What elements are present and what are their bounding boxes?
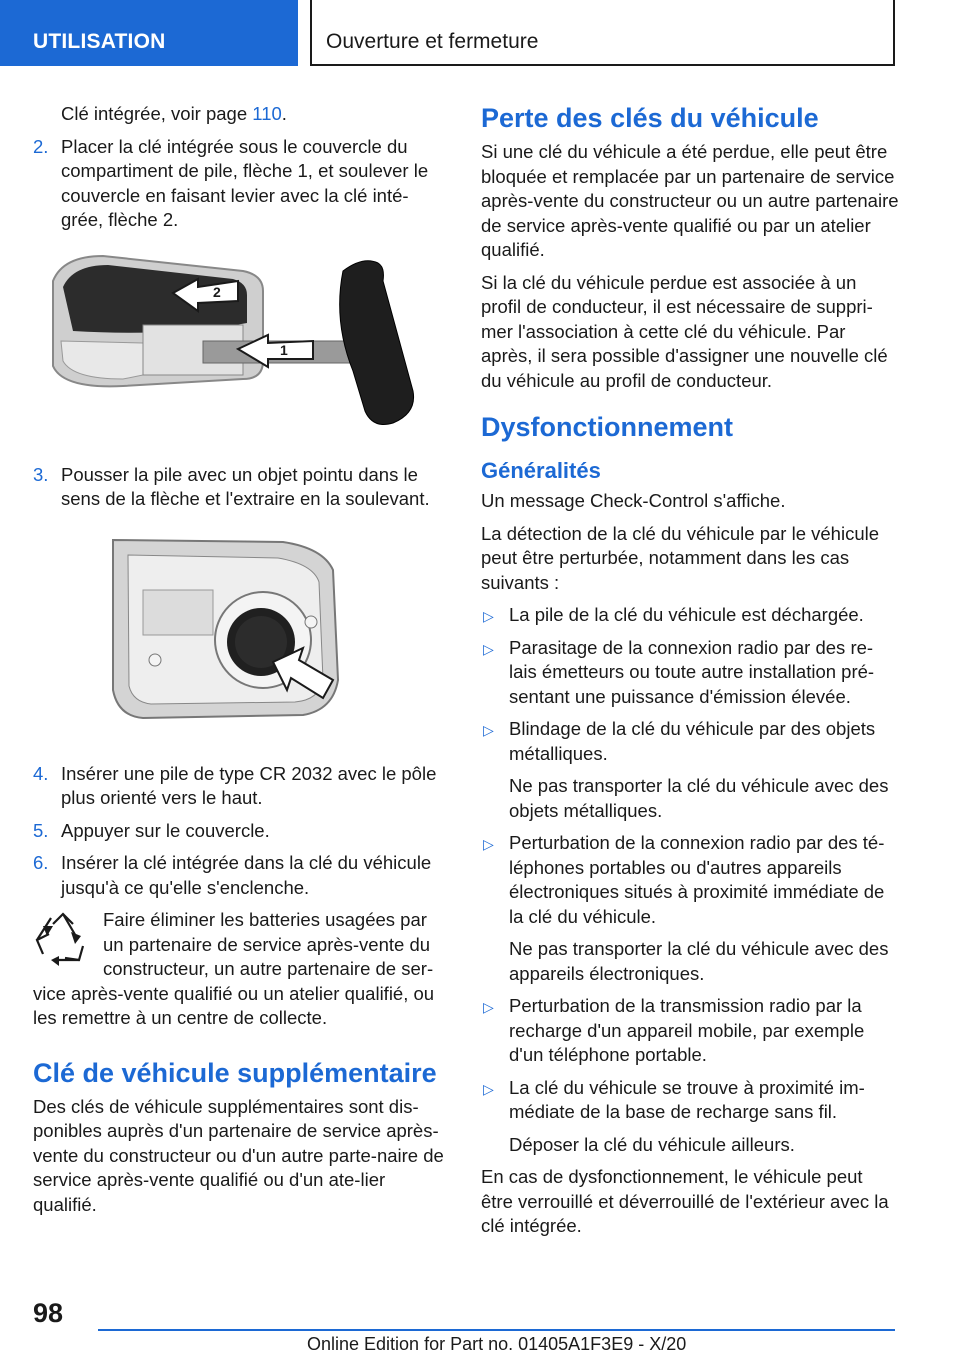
triangle-bullet-icon: ▷: [483, 1080, 494, 1097]
step-text: Pousser la pile avec un objet pointu dans le sens de la flèche et l'extraire en la soulevant.: [61, 463, 430, 509]
intro-text: Clé intégrée, voir page: [61, 103, 253, 124]
arrow-label-2: 2: [213, 283, 221, 300]
footer-divider: [98, 1329, 895, 1331]
triangle-bullet-icon: ▷: [483, 640, 494, 657]
left-column: [33, 102, 448, 1225]
step-text: Placer la clé intégrée sous le couvercle du compartiment de pile, flèche 1, et soulever le couvercle en faisant levier avec la clé inté-grée, flèche 2.: [61, 135, 429, 230]
page-number: 98: [33, 1298, 64, 1328]
list-item-text: Parasitage de la connexion radio par des re-lais émetteurs ou toute autre installation pré-sentant une puissance d'émission élevée.: [509, 636, 875, 707]
step-number: 5.: [33, 819, 49, 841]
footer-edition: Online Edition for Part no. 01405A1F3E9 - X/20: [307, 1334, 687, 1354]
battery-compartment-figure: [33, 530, 448, 740]
lost-keys-paragraph-2: Si la clé du véhicule perdue est associée à un profil de conducteur, il est nécessaire de suppri-mer l'association à cette clé du véhicule. Par après, il sera possible d'assigner une nouvelle clé du véhicule au profil de conducteur.: [481, 271, 888, 391]
step-2: [33, 135, 448, 233]
step-number: 4.: [33, 762, 49, 784]
step-text: Appuyer sur le couvercle.: [61, 819, 270, 841]
section-heading-lost-keys: Perte des clés du véhicule: [481, 103, 819, 133]
recycling-note: [33, 908, 448, 1031]
list-item: [481, 717, 899, 766]
list-item-text: La clé du véhicule se trouve à proximité im-médiate de la base de recharge sans fil.: [509, 1076, 865, 1122]
spare-key-paragraph: Des clés de véhicule supplémentaires sont dis-ponibles auprès d'un partenaire de service après-vente du constructeur ou d'un autre parte-naire de service après-vente qualifié ou d'un ate-lier qualifié.: [33, 1095, 444, 1215]
step-number: 3.: [33, 463, 49, 485]
step-number: 2.: [33, 135, 49, 157]
triangle-bullet-icon: ▷: [483, 836, 494, 852]
recycle-icon: [33, 910, 93, 968]
step-text: Insérer la clé intégrée dans la clé du véhicule jusqu'à ce qu'elle s'enclenche.: [61, 852, 432, 898]
step-4: [33, 762, 448, 811]
key-fob-figure: [33, 251, 448, 441]
intro-end: .: [281, 103, 287, 124]
triangle-bullet-icon: ▷: [483, 608, 494, 624]
closing-paragraph: En cas de dysfonctionnement, le véhicule peut être verrouillé et déverrouillé de l'extérieur avec la clé intégrée.: [481, 1166, 889, 1236]
list-item-text: Perturbation de la connexion radio par des té-léphones portables ou d'autres appareils électroniques situés à proximité immédiate de la clé du véhicule.: [509, 832, 885, 927]
general-paragraph-1: Un message Check-Control s'affiche.: [481, 490, 786, 511]
list-item-text: Perturbation de la transmission radio par la recharge d'un appareil mobile, par exemple d'un téléphone portable.: [509, 995, 865, 1065]
step-6: [33, 851, 448, 900]
list-item: [481, 636, 899, 710]
list-item: [481, 831, 899, 929]
recycling-text: Faire éliminer les batteries usagées par un partenaire de service après-vente du constructeur, un autre partenaire de ser-vice après-vente qualifié ou un atelier qualifié, ou les remettre à un centre de collecte.: [33, 909, 435, 1028]
list-item: [481, 1076, 899, 1125]
general-paragraph-2: La détection de la clé du véhicule par le véhicule peut être perturbée, notamment dans les cas suivants :: [481, 522, 880, 593]
lost-keys-paragraph-1: Si une clé du véhicule a été perdue, elle peut être bloquée et remplacée par un partenaire de service après-vente du constructeur ou un autre partenaire de service après-vente qualifié ou par un atelier qualifié.: [481, 141, 899, 260]
section-heading-spare-key: Clé de véhicule supplémentaire: [33, 1057, 437, 1088]
chapter-header: [310, 0, 895, 66]
battery-removal-illustration: [33, 530, 448, 740]
step-text: Insérer une pile de type CR 2032 avec le pôle plus orienté vers le haut.: [61, 762, 437, 808]
section-title: UTILISATION: [33, 30, 166, 53]
step-5: [33, 819, 448, 844]
step-number: 6.: [33, 852, 49, 873]
section-heading-malfunction: Dysfonctionnement: [481, 412, 734, 442]
list-item-note: Ne pas transporter la clé du véhicule avec des appareils électroniques.: [509, 938, 889, 984]
triangle-bullet-icon: ▷: [483, 999, 494, 1015]
arrow-label-1: 1: [280, 341, 288, 358]
subheading-general: Généralités: [481, 458, 601, 483]
list-item: [481, 603, 899, 628]
key-opening-illustration: [33, 251, 448, 441]
step-3: [33, 463, 448, 512]
list-item-note: Ne pas transporter la clé du véhicule avec des objets métalliques.: [509, 775, 889, 821]
chapter-title: Ouverture et fermeture: [326, 30, 539, 53]
intro-paragraph: [33, 102, 448, 127]
page-link[interactable]: 110: [252, 103, 282, 124]
triangle-bullet-icon: ▷: [483, 722, 494, 738]
list-item-note: Déposer la clé du véhicule ailleurs.: [509, 1133, 795, 1155]
list-item: [481, 994, 899, 1068]
section-tab: [0, 0, 298, 66]
list-item-text: La pile de la clé du véhicule est déchargée.: [509, 604, 864, 625]
list-item-text: Blindage de la clé du véhicule par des objets métalliques.: [509, 718, 876, 764]
right-column: [481, 102, 899, 1247]
